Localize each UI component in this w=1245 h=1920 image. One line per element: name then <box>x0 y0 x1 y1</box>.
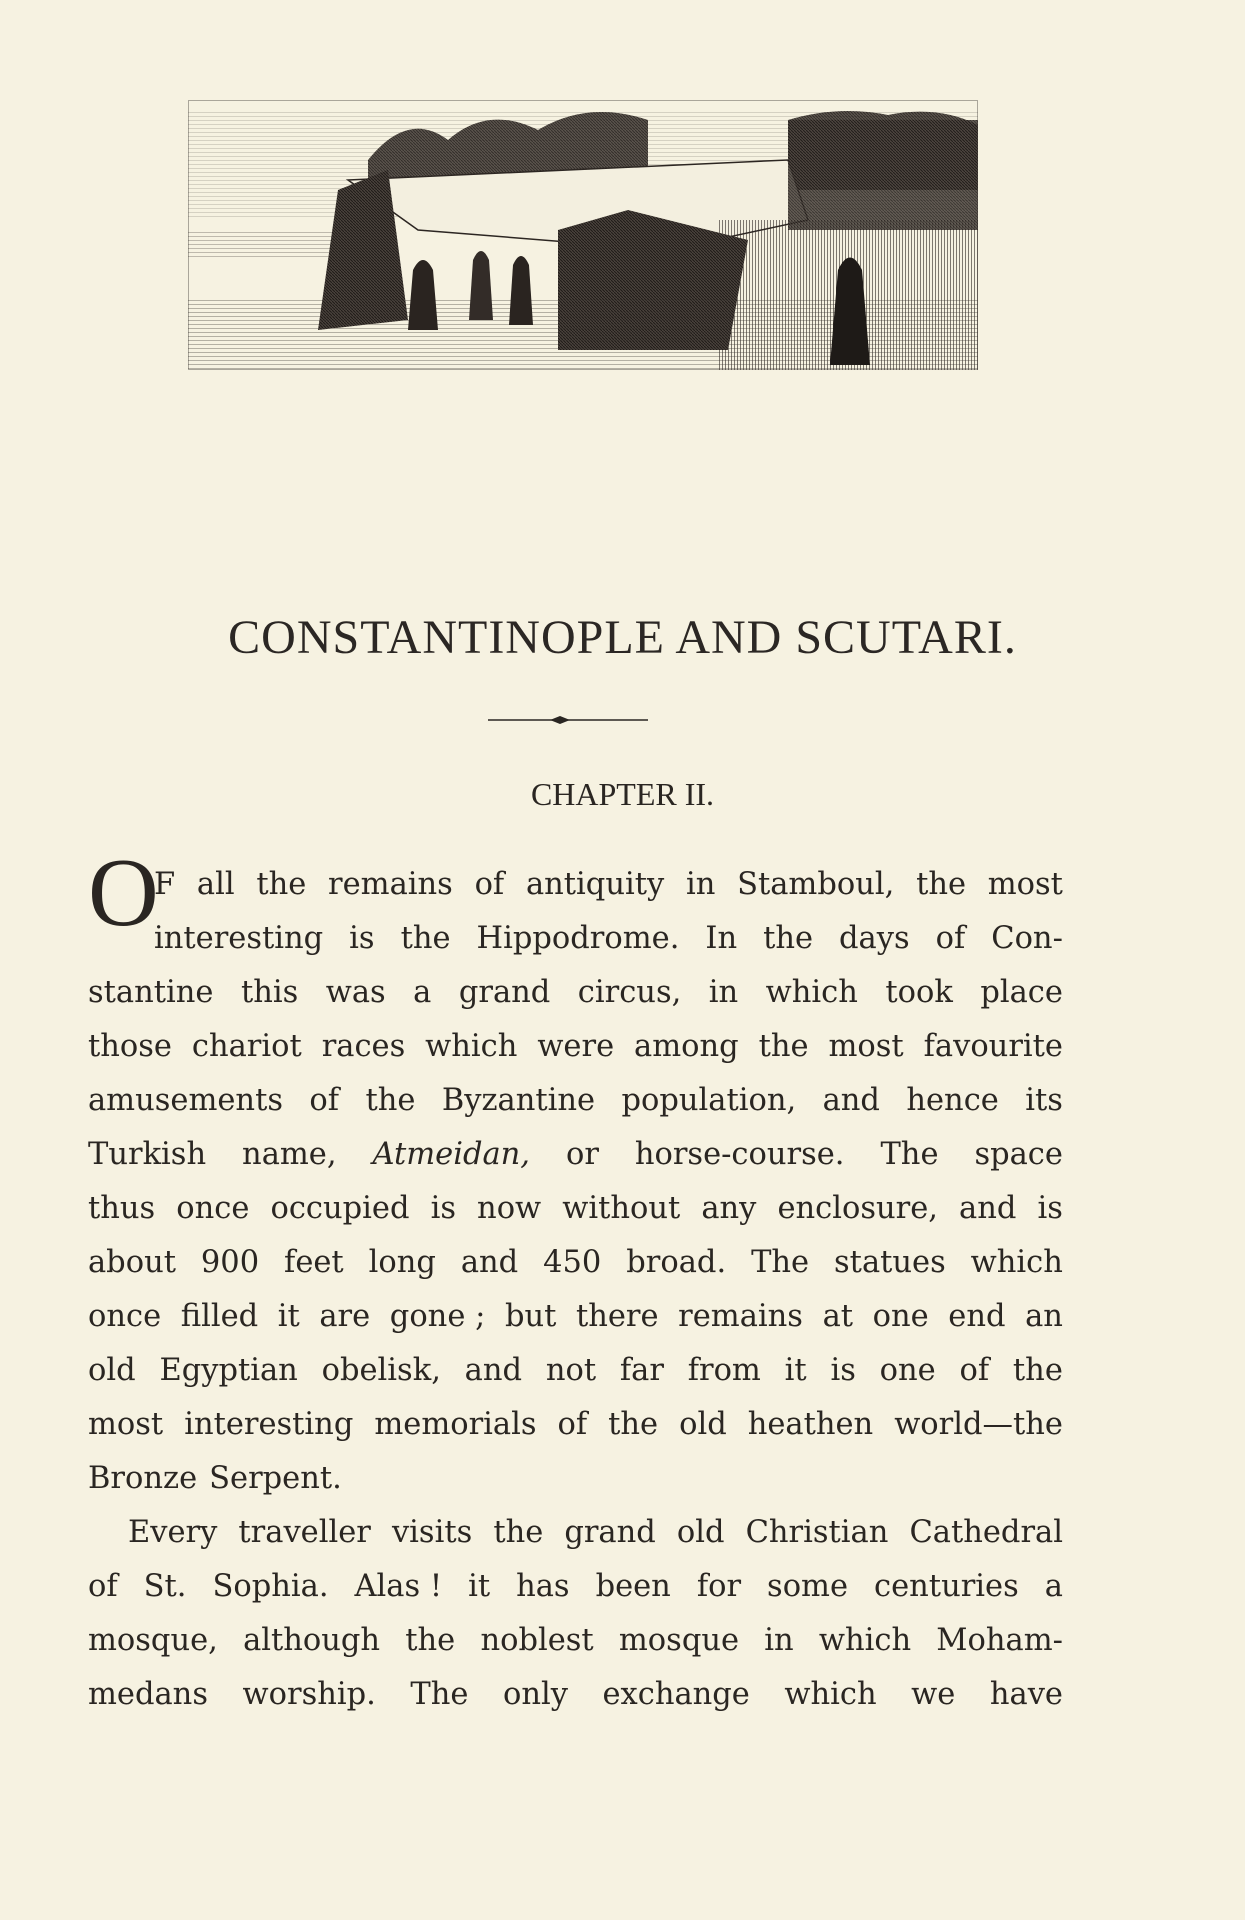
word: memorials <box>374 1407 537 1442</box>
word: amusements <box>88 1083 283 1118</box>
word: old <box>679 1407 727 1442</box>
word: and <box>460 1245 519 1280</box>
word: Egyptian <box>159 1353 298 1388</box>
word: of <box>309 1083 340 1118</box>
word: Atmeidan, <box>372 1137 531 1172</box>
text-line <box>88 966 1063 1020</box>
word: Hippodrome. <box>476 921 680 956</box>
word: heathen <box>747 1407 874 1442</box>
word: days <box>839 921 910 956</box>
text-line <box>88 1236 1063 1290</box>
word: although <box>243 1623 381 1658</box>
word: without <box>562 1191 681 1226</box>
text-line <box>88 1290 1063 1344</box>
word: space <box>974 1137 1063 1172</box>
word: world—the <box>894 1407 1063 1442</box>
book-title: CONSTANTINOPLE AND SCUTARI. <box>228 611 1017 664</box>
word: of <box>935 921 966 956</box>
word: of <box>474 867 505 902</box>
word: The <box>751 1245 810 1280</box>
word: remains <box>678 1299 803 1334</box>
text-line <box>88 1614 1063 1668</box>
word: it <box>468 1569 491 1604</box>
word: or <box>565 1137 599 1172</box>
word: The <box>410 1677 469 1712</box>
word: most <box>987 867 1063 902</box>
text-line <box>88 1506 1063 1560</box>
text-line <box>88 1398 1063 1452</box>
word: is <box>830 1353 856 1388</box>
text-line <box>88 1560 1063 1614</box>
text-line <box>88 1020 1063 1074</box>
word: which <box>818 1623 912 1658</box>
word: the <box>405 1623 456 1658</box>
word: not <box>545 1353 597 1388</box>
word: grand <box>564 1515 656 1550</box>
word: chariot <box>191 1029 302 1064</box>
word: broad. <box>626 1245 727 1280</box>
word: the <box>256 867 307 902</box>
word: long <box>368 1245 436 1280</box>
word: from <box>687 1353 761 1388</box>
word: which <box>970 1245 1063 1280</box>
word: been <box>595 1569 671 1604</box>
word: some <box>767 1569 849 1604</box>
word: filled <box>180 1299 259 1334</box>
word: but <box>504 1299 557 1334</box>
word: and <box>822 1083 880 1118</box>
word: the <box>400 921 451 956</box>
word: Bronze <box>88 1461 198 1496</box>
word: the <box>763 921 814 956</box>
ornamental-divider <box>488 712 648 728</box>
word: the <box>916 867 967 902</box>
word: which <box>425 1029 518 1064</box>
word: place <box>980 975 1063 1010</box>
word: once <box>88 1299 162 1334</box>
word: for <box>696 1569 742 1604</box>
word: was <box>325 975 386 1010</box>
word: noblest <box>480 1623 594 1658</box>
word: has <box>516 1569 570 1604</box>
word: a <box>1044 1569 1063 1604</box>
word: the <box>493 1515 544 1550</box>
word: gone ; <box>389 1299 486 1334</box>
word: it <box>784 1353 807 1388</box>
chapter-heading: CHAPTER II. <box>530 776 715 812</box>
word: now <box>477 1191 542 1226</box>
word: at <box>822 1299 854 1334</box>
word: exchange <box>602 1677 750 1712</box>
word: statues <box>834 1245 946 1280</box>
word: circus, <box>577 975 682 1010</box>
word: Cathedral <box>909 1515 1063 1550</box>
word: population, <box>621 1083 797 1118</box>
word: old <box>676 1515 725 1550</box>
word: medans <box>88 1677 208 1712</box>
word: the <box>758 1029 809 1064</box>
word: have <box>989 1677 1063 1712</box>
word: St. <box>143 1569 187 1604</box>
drop-cap: O <box>88 839 159 947</box>
word: end <box>948 1299 1006 1334</box>
word: the <box>608 1407 659 1442</box>
word: visits <box>391 1515 473 1550</box>
word: favourite <box>923 1029 1063 1064</box>
word: thus <box>88 1191 156 1226</box>
word: Byzantine <box>441 1083 596 1118</box>
word: one <box>879 1353 936 1388</box>
word: hence <box>906 1083 999 1118</box>
word: there <box>575 1299 659 1334</box>
word: In <box>705 921 738 956</box>
word: Stamboul, <box>737 867 895 902</box>
word: is <box>1037 1191 1063 1226</box>
word: this <box>240 975 299 1010</box>
word: antiquity <box>525 867 665 902</box>
word: Con- <box>991 921 1063 956</box>
word: in <box>708 975 739 1010</box>
text-line <box>88 1668 1063 1722</box>
word: its <box>1025 1083 1063 1118</box>
word: were <box>537 1029 615 1064</box>
word: a <box>413 975 432 1010</box>
text-line <box>88 1128 1063 1182</box>
word: only <box>502 1677 568 1712</box>
word: F <box>154 867 176 902</box>
word: among <box>634 1029 739 1064</box>
word: and <box>959 1191 1017 1226</box>
street-scene-engraving <box>188 100 978 370</box>
word: we <box>911 1677 956 1712</box>
word: of <box>557 1407 588 1442</box>
word: in <box>685 867 716 902</box>
word: once <box>176 1191 250 1226</box>
word: one <box>872 1299 929 1334</box>
word: races <box>321 1029 406 1064</box>
word: most <box>828 1029 904 1064</box>
word: are <box>319 1299 371 1334</box>
word: any <box>701 1191 757 1226</box>
word: the <box>1012 1353 1063 1388</box>
word: mosque <box>618 1623 740 1658</box>
text-line <box>88 1452 1063 1506</box>
word: in <box>764 1623 794 1658</box>
word: occupied <box>270 1191 410 1226</box>
text-line <box>88 1182 1063 1236</box>
word: which <box>765 975 858 1010</box>
word: Alas ! <box>354 1569 443 1604</box>
word: interesting <box>154 921 324 956</box>
word: grand <box>458 975 551 1010</box>
word: all <box>196 867 235 902</box>
word: obelisk, <box>321 1353 441 1388</box>
word: is <box>349 921 375 956</box>
word: an <box>1025 1299 1063 1334</box>
text-line <box>88 1074 1063 1128</box>
word: the <box>365 1083 416 1118</box>
word: Christian <box>745 1515 889 1550</box>
word: feet <box>284 1245 344 1280</box>
word: interesting <box>184 1407 354 1442</box>
word: horse-course. <box>634 1137 845 1172</box>
word: worship. <box>242 1677 376 1712</box>
word: mosque, <box>88 1623 218 1658</box>
word: traveller <box>238 1515 371 1550</box>
text-line <box>88 912 1063 966</box>
body-text <box>88 858 1063 1722</box>
word: those <box>88 1029 172 1064</box>
word: of <box>959 1353 990 1388</box>
word: far <box>619 1353 664 1388</box>
word: Turkish <box>88 1137 207 1172</box>
word: Sophia. <box>212 1569 329 1604</box>
text-line <box>88 858 1063 912</box>
word: name, <box>242 1137 337 1172</box>
word: enclosure, <box>777 1191 938 1226</box>
word: which <box>784 1677 877 1712</box>
word: 900 <box>200 1245 260 1280</box>
word: of <box>88 1569 118 1604</box>
word: Serpent. <box>209 1461 342 1496</box>
word: Every <box>128 1515 218 1550</box>
word: old <box>88 1353 136 1388</box>
word: about <box>88 1245 176 1280</box>
word: it <box>277 1299 300 1334</box>
word: Moham- <box>936 1623 1063 1658</box>
word: remains <box>328 867 453 902</box>
word: stantine <box>88 975 214 1010</box>
word: most <box>88 1407 164 1442</box>
word: is <box>430 1191 456 1226</box>
word: took <box>885 975 953 1010</box>
word: 450 <box>543 1245 602 1280</box>
word: and <box>464 1353 523 1388</box>
text-line <box>88 1344 1063 1398</box>
word: The <box>880 1137 939 1172</box>
word: centuries <box>874 1569 1019 1604</box>
